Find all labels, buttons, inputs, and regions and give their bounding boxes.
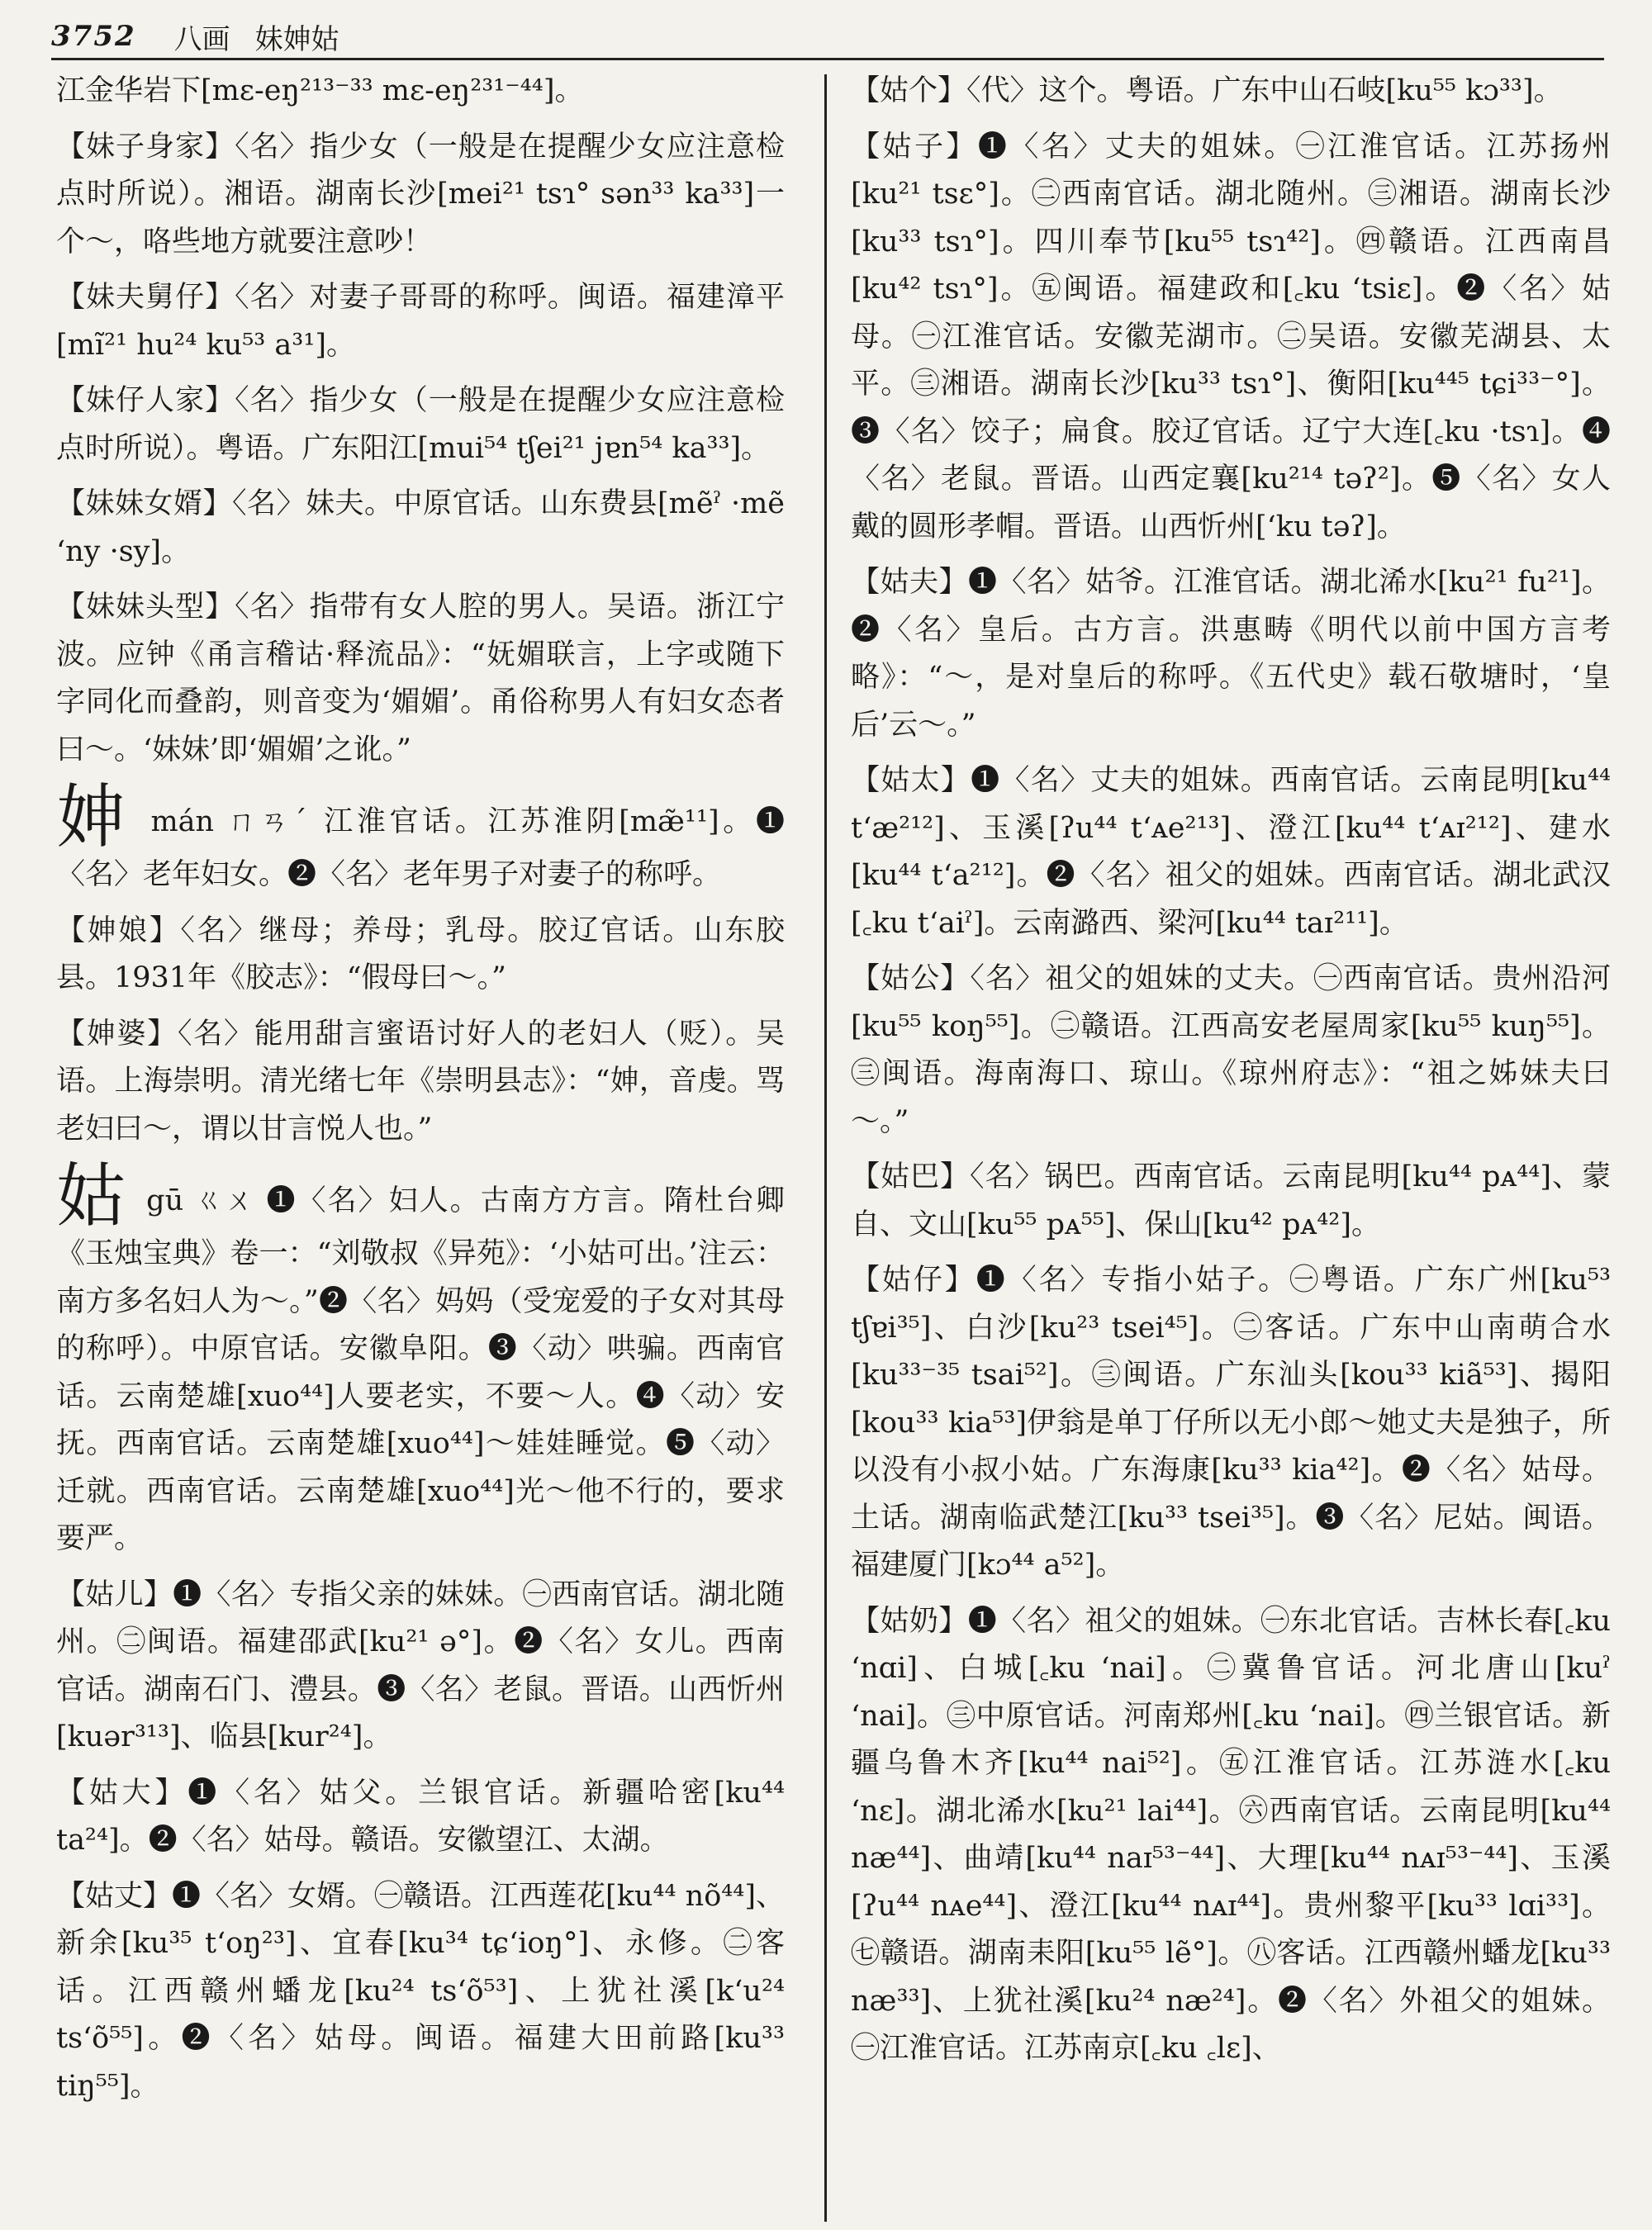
entry-meizishenjia: 【妹子身家】〈名〉指少女（一般是在提醒少女应注意检点时所说）。湘语。湖南长沙[mei²¹ tsɿ° sən³³ ka³³]一个～，咯些地方就要注意吵！: [56, 130, 785, 259]
headword-gu-char: 姑: [56, 1155, 128, 1236]
headword-man: 妽 mán ㄇㄢˊ 江淮官话。江苏淮阴[mæ̃¹¹]。❶〈名〉老年妇女。❷〈名〉老年男子对妻子的称呼。: [56, 776, 785, 891]
stroke-section: 八画: [173, 22, 230, 56]
entry-meifujiuzai: 【妹夫舅仔】〈名〉对妻子哥哥的称呼。闽语。福建漳平[mĩ²¹ hu²⁴ ku⁵³ a³¹]。: [56, 281, 785, 362]
entry-guda: 【姑大】❶〈名〉姑父。兰银官话。新疆哈密[ku⁴⁴ ta²⁴]。❷〈名〉姑母。赣语。安徽望江、太湖。: [56, 1776, 785, 1857]
entry-manpo: 【妽婆】〈名〉能用甜言蜜语讨好人的老妇人（贬）。吴语。上海崇明。清光绪七年《崇明县志》：“妽，音虔。骂老妇曰～，谓以甘言悦人也。”: [56, 1017, 785, 1146]
page-number: 3752: [51, 20, 136, 53]
entry-guge: 【姑个】〈代〉这个。粤语。广东中山石岐[ku⁵⁵ kɔ³³]。: [851, 74, 1563, 107]
entry-guba: 【姑巴】〈名〉锅巴。西南官话。云南昆明[ku⁴⁴ pᴀ⁴⁴]、蒙自、文山[ku⁵⁵ pᴀ⁵⁵]、保山[ku⁴² pᴀ⁴²]。: [851, 1160, 1611, 1241]
entry-gufu: 【姑夫】❶〈名〉姑爷。江淮官话。湖北浠水[ku²¹ fu²¹]。❷〈名〉皇后。古方言。洪惠畴《明代以前中国方言考略》：“～，是对皇后的称呼。《五代史》载石敬塘时，‘皇后’云～。”: [851, 566, 1611, 742]
entry-gunai: 【姑奶】❶〈名〉祖父的姐妹。㊀东北官话。吉林长春[꜀ku ʻnɑi]、白城[꜀ku ʻnai]。㊁冀鲁官话。河北唐山[kuˀ ʻnai]。㊂中原官话。河南郑州[꜀ku ʻnai]。㊃兰银官话。新疆乌鲁木齐[ku⁴⁴ nai⁵²]。㊄江淮官话。江苏涟水[꜀ku ʻnɛ]。湖北浠水[ku²¹ lai⁴⁴]。㊅西南官话。云南昆明[ku⁴⁴ næ⁴⁴]、曲靖[ku⁴⁴ naɪ⁵³⁻⁴⁴]、大理[ku⁴⁴ nᴀɪ⁵³⁻⁴⁴]、玉溪[ʔu⁴⁴ nᴀe⁴⁴]、澄江[ku⁴⁴ nᴀɪ⁴⁴]。贵州黎平[ku³³ lɑi³³]。㊆赣语。湖南耒阳[ku⁵⁵ lẽ°]。㊇客话。江西赣州蟠龙[ku³³ næ³³]、上犹社溪[ku²⁴ næ²⁴]。❷〈名〉外祖父的姐妹。㊀江淮官话。江苏南京[꜀ku ꜀lɛ]、: [851, 1604, 1611, 2065]
header-chars: 妹妽姑: [254, 22, 339, 56]
page-header: [51, 15, 1604, 60]
entry-guzai: 【姑仔】❶〈名〉专指小姑子。㊀粤语。广东广州[ku⁵³ tʃɐi³⁵]、白沙[ku²³ tsei⁴⁵]。㊁客话。广东中山南萌合水[ku³³⁻³⁵ tsai⁵²]。㊂闽语。广东汕头[kou³³ kiã⁵³]、揭阳[kou³³ kia⁵³]伊翁是单丁仔所以无小郎～她丈夫是独子，所以没有小叔小姑。广东海康[ku³³ kia⁴²]。❷〈名〉姑母。土话。湖南临武楚江[ku³³ tsei³⁵]。❸〈名〉尼姑。闽语。福建厦门[kɔ⁴⁴ a⁵²]。: [851, 1264, 1611, 1582]
entry-guzhang: 【姑丈】❶〈名〉女婿。㊀赣语。江西莲花[ku⁴⁴ nõ⁴⁴]、新余[ku³⁵ tʻoŋ²³]、宜春[ku³⁴ tɕʻioŋ°]、永修。㊁客话。江西赣州蟠龙[ku²⁴ tsʻõ⁵³]、上犹社溪[kʻu²⁴ tsʻõ⁵⁵]。❷〈名〉姑母。闽语。福建大田前路[ku³³ tiŋ⁵⁵]。: [56, 1879, 785, 2103]
entry-meimeitouxing: 【妹妹头型】〈名〉指带有女人腔的男人。吴语。浙江宁波。应钟《甬言稽诂·释流品》：“妩媚联言，上字或随下字同化而叠韵，则音变为‘媚媚’。甬俗称男人有妇女态者曰～。‘妹妹’即‘媚媚’之讹。”: [56, 591, 785, 766]
entry-meizairenjia: 【妹仔人家】〈名〉指少女（一般是在提醒少女应注意检点时所说）。粤语。广东阳江[mui⁵⁴ tʃei²¹ jɐn⁵⁴ ka³³]。: [56, 384, 785, 465]
headword-gu: 姑 gū ㄍㄨ ❶〈名〉妇人。古南方方言。隋杜台卿《玉烛宝典》卷一：“刘敬叔《异苑》：‘小姑可出。’注云：南方多名妇人为～。”❷〈名〉妈妈（受宠爱的子女对其母的称呼）。中原官话。安徽阜阳。❸〈动〉哄骗。西南官话。云南楚雄[xuo⁴⁴]人要老实，不要～人。❹〈动〉安抚。西南官话。云南楚雄[xuo⁴⁴]～娃娃睡觉。❺〈动〉迁就。西南官话。云南楚雄[xuo⁴⁴]光～他不行的，要求要严。: [56, 1155, 785, 1555]
right-column: [851, 68, 1611, 2081]
entry-manniang: 【妽娘】〈名〉继母；养母；乳母。胶辽官话。山东胶县。1931年《胶志》：“假母曰～。”: [56, 913, 785, 994]
entry-gugong: 【姑公】〈名〉祖父的姐妹的丈夫。㊀西南官话。贵州沿河[ku⁵⁵ koŋ⁵⁵]。㊁赣语。江西高安老屋周家[ku⁵⁵ kuŋ⁵⁵]。㊂闽语。海南海口、琼山。《琼州府志》：“祖之姊妹夫曰～。”: [851, 962, 1611, 1138]
entry-guer: 【姑儿】❶〈名〉专指父亲的妹妹。㊀西南官话。湖北随州。㊁闽语。福建邵武[ku²¹ ə°]。❷〈名〉女儿。西南官话。湖南石门、澧县。❸〈名〉老鼠。晋语。山西忻州[kuər³¹³]、临县[kur²⁴]。: [56, 1578, 785, 1753]
entry-meimeinvxu: 【妹妹女婿】〈名〉妹夫。中原官话。山东费县[mẽˀ ·mẽ ʻny ·sy]。: [56, 487, 785, 568]
entry-gutai: 【姑太】❶〈名〉丈夫的姐妹。西南官话。云南昆明[ku⁴⁴ tʻæ²¹²]、玉溪[ʔu⁴⁴ tʻᴀe²¹³]、澄江[ku⁴⁴ tʻᴀɪ²¹²]、建水[ku⁴⁴ tʻa²¹²]。❷〈名〉祖父的姐妹。西南官话。湖北武汉[꜀ku tʻaiˀ]。云南潞西、梁河[ku⁴⁴ taɪ²¹¹]。: [851, 764, 1611, 940]
headword-man-char: 妽: [56, 776, 130, 857]
entry-guzi: 【姑子】❶〈名〉丈夫的姐妹。㊀江淮官话。江苏扬州[ku²¹ tsɛ°]。㊁西南官话。湖北随州。㊂湘语。湖南长沙[ku³³ tsɿ°]。四川奉节[ku⁵⁵ tsɿ⁴²]。㊃赣语。江西南昌[ku⁴² tsɿ°]。㊄闽语。福建政和[꜀ku ʻtsiɛ]。❷〈名〉姑母。㊀江淮官话。安徽芜湖市。㊁吴语。安徽芜湖县、太平。㊂湘语。湖南长沙[ku³³ tsɿ°]、衡阳[ku⁴⁴⁵ tɕi³³⁻°]。❸〈名〉饺子；扁食。胶辽官话。辽宁大连[꜀ku ·tsɿ]。❹〈名〉老鼠。晋语。山西定襄[ku²¹⁴ təʔ²]。❺〈名〉女人戴的圆形孝帽。晋语。山西忻州[ʻku təʔ]。: [851, 130, 1611, 543]
entry-continuation: 江金华岩下[mɛ-eŋ²¹³⁻³³ mɛ-eŋ²³¹⁻⁴⁴]。: [56, 74, 584, 107]
left-column: [56, 68, 785, 2118]
column-divider: [824, 74, 827, 2222]
